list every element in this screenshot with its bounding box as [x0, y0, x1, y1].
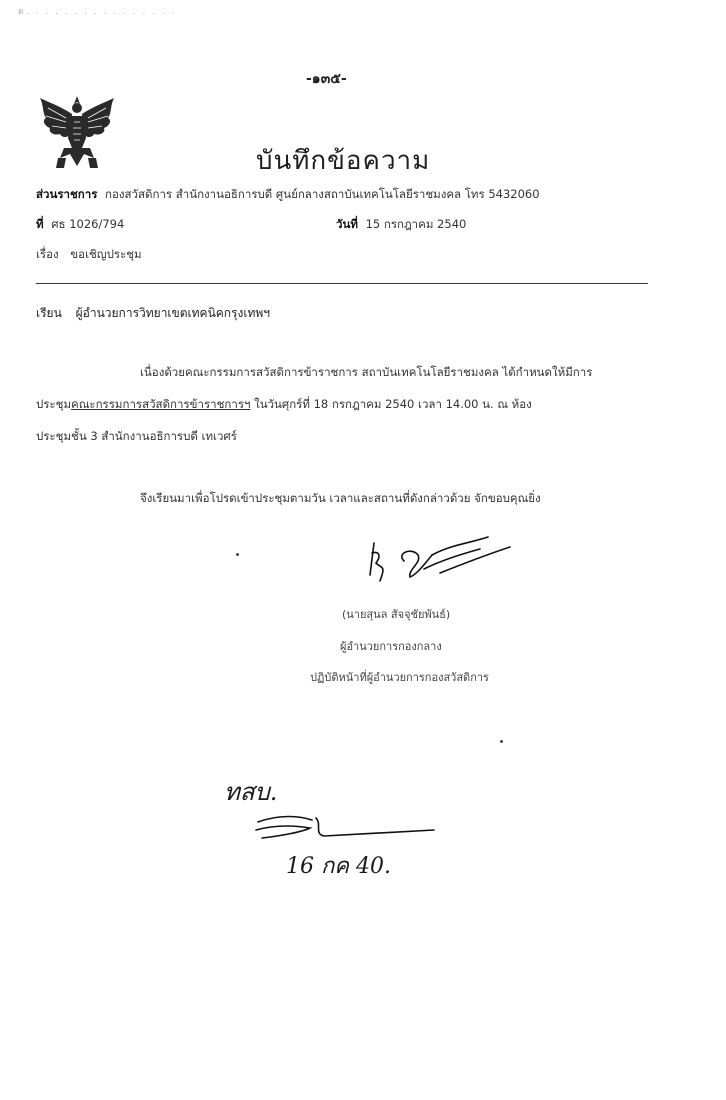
body-line-1: เนื่องด้วยคณะกรรมการสวัสดิการข้าราชการ สถาบันเทคโนโลยีราชมงคล ได้กำหนดให้มีการ	[140, 365, 593, 379]
salutation-recipient: ผู้อำนวยการวิทยาเขตเทคนิคกรุงเทพฯ	[75, 306, 271, 320]
subject-value: ขอเชิญประชุม	[70, 247, 142, 261]
body-line-2-start: ประชุม	[36, 397, 72, 411]
handwritten-note: ทสบ.	[224, 778, 278, 806]
reference-line	[36, 216, 124, 234]
body-line-2-end: ในวันศุกร์ที่ 18 กรกฎาคม 2540 เวลา 14.00 น. ณ ห้อง	[250, 397, 532, 411]
scan-speck	[236, 553, 239, 556]
agency-line	[36, 186, 540, 204]
header-divider	[36, 283, 648, 284]
signatory-name: (นายสุนล สัจจุชัยพันธ์)	[342, 608, 451, 621]
signatory-position-1: ผู้อำนวยการกองกลาง	[340, 640, 442, 653]
agency-value: กองสวัสดิการ สำนักงานอธิการบดี ศูนย์กลางสถาบันเทคโนโลยีราชมงคล โทร 5432060	[105, 187, 540, 201]
body-line-2	[36, 396, 532, 414]
handwritten-initials	[250, 808, 440, 848]
salutation-line	[36, 304, 270, 323]
date-line	[336, 216, 466, 234]
scan-header-noise: ด. . . . . . . . . . . . . . . .	[18, 7, 177, 17]
reference-value: ศธ 1026/794	[51, 217, 125, 231]
page-number: -๑๓๕-	[306, 71, 347, 87]
subject-line	[36, 246, 142, 264]
body-line-3: ประชุมชั้น 3 สำนักงานอธิการบดี เทเวศร์	[36, 429, 237, 443]
scan-speck	[500, 740, 503, 743]
signature-scribble	[360, 525, 520, 595]
garuda-emblem-icon	[36, 92, 118, 172]
date-label: วันที่	[336, 217, 358, 231]
agency-label: ส่วนราชการ	[36, 187, 98, 201]
subject-label: เรื่อง	[36, 247, 59, 261]
salutation-label: เรียน	[36, 306, 62, 320]
signatory-position-2: ปฏิบัติหน้าที่ผู้อำนวยการกองสวัสดิการ	[310, 671, 489, 684]
memo-title: บันทึกข้อความ	[256, 146, 431, 176]
handwritten-date: 16 กค 40.	[286, 854, 392, 879]
date-value: 15 กรกฎาคม 2540	[365, 217, 467, 231]
reference-label: ที่	[36, 217, 44, 231]
body-line-2-committee: คณะกรรมการสวัสดิการข้าราชการฯ	[71, 397, 251, 411]
closing-line: จึงเรียนมาเพื่อโปรดเข้าประชุมตามวัน เวลาและสถานที่ดังกล่าวด้วย จักขอบคุณยิ่ง	[140, 491, 541, 505]
